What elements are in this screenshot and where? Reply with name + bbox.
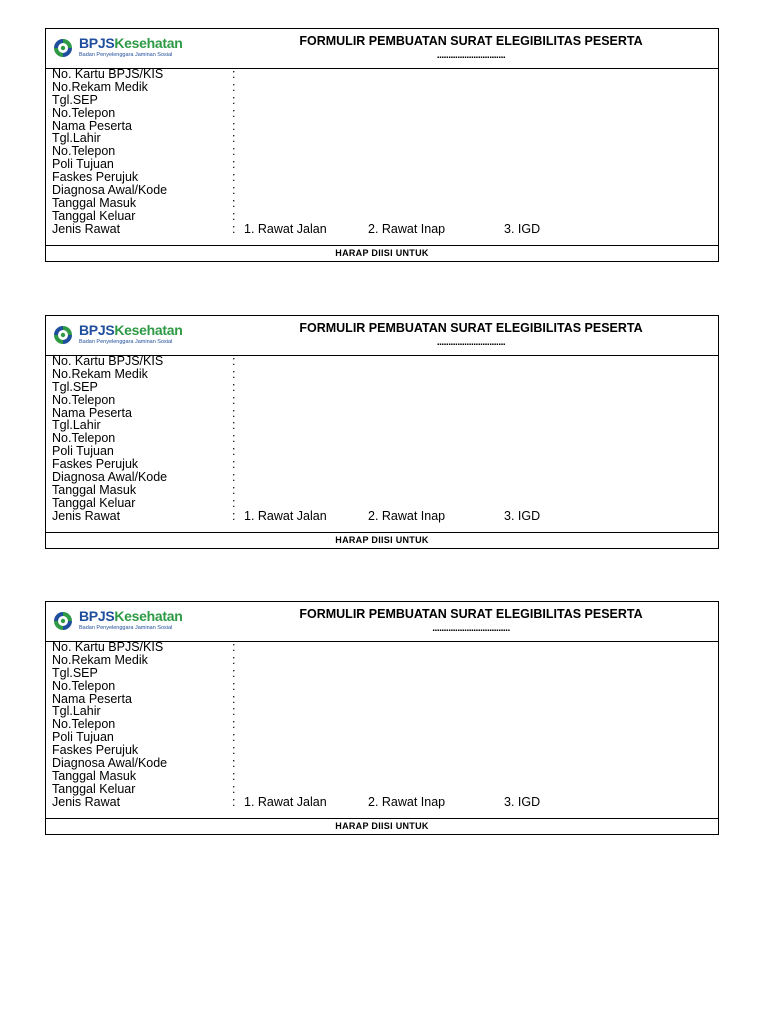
field-label: Tanggal Keluar [52,781,136,796]
field-label: No. Kartu BPJS/KIS [52,354,164,368]
field-row[interactable] [52,394,712,407]
field-label: Tgl.SEP [52,92,98,107]
form-title: FORMULIR PEMBUATAN SURAT ELEGIBILITAS PESERTA [299,607,643,621]
field-label: Tanggal Masuk [52,195,137,210]
field-row[interactable] [52,445,712,458]
field-row[interactable] [52,654,712,667]
field-label: No.Telepon [52,431,116,446]
field-colon: : [232,470,236,485]
logo-brand-kesehatan: Kesehatan [114,608,183,624]
field-colon: : [232,354,236,368]
field-colon: : [232,170,236,185]
field-colon: : [232,431,236,446]
form-title-dots[interactable]: .............................. [436,50,506,61]
logo-brand-kesehatan: Kesehatan [114,322,183,338]
field-colon: : [232,756,236,771]
form-footer: HARAP DIISI UNTUK [46,532,718,548]
form-title: FORMULIR PEMBUATAN SURAT ELEGIBILITAS PESERTA [299,34,643,48]
field-label: No. Kartu BPJS/KIS [52,640,164,654]
field-colon: : [232,781,236,796]
field-colon: : [232,418,236,433]
logo-brand-name [79,322,182,338]
jenis-rawat-label: Jenis Rawat [52,221,121,236]
field-row[interactable] [52,355,712,368]
logo-brand-bpjs: BPJS [79,35,115,51]
field-label: No.Telepon [52,392,116,407]
option-igd[interactable]: 3. IGD [504,508,541,523]
field-label: Nama Peserta [52,405,132,420]
eligibility-form [45,601,719,835]
logo-brand-name [79,608,182,624]
field-colon: : [232,144,236,159]
field-label: Faskes Perujuk [52,743,139,758]
field-row[interactable] [52,197,712,210]
form-title-dots[interactable]: .............................. [436,337,506,348]
field-label: Tanggal Masuk [52,768,137,783]
field-label: Faskes Perujuk [52,457,139,472]
field-colon: : [232,118,236,133]
option-rawat-inap[interactable]: 2. Rawat Inap [368,221,446,236]
field-colon: : [232,678,236,693]
field-row[interactable] [52,667,712,680]
jenis-rawat-row [52,796,712,809]
field-colon: : [232,704,236,719]
field-colon: : [232,691,236,706]
field-label: No.Telepon [52,105,116,120]
field-row[interactable] [52,432,712,445]
field-list [52,641,712,809]
field-row[interactable] [52,81,712,94]
field-colon: : [232,482,236,497]
field-label: Diagnosa Awal/Kode [52,183,168,198]
eligibility-form [45,315,719,549]
field-colon: : [232,717,236,732]
option-igd[interactable]: 3. IGD [504,794,541,809]
field-label: No.Telepon [52,678,116,693]
field-label: Nama Peserta [52,118,132,133]
option-rawat-inap[interactable]: 2. Rawat Inap [368,508,446,523]
field-label: No. Kartu BPJS/KIS [52,67,164,81]
field-label: Tanggal Keluar [52,208,136,223]
option-rawat-jalan[interactable]: 1. Rawat Jalan [244,508,327,523]
field-colon: : [232,640,236,654]
field-colon: : [232,730,236,745]
field-row[interactable] [52,210,712,223]
field-colon: : [232,366,236,381]
field-colon: : [232,183,236,198]
option-igd[interactable]: 3. IGD [504,221,541,236]
field-label: Faskes Perujuk [52,170,139,185]
field-colon: : [232,379,236,394]
field-row[interactable] [52,419,712,432]
field-label: Poli Tujuan [52,444,114,459]
field-label: No.Rekam Medik [52,366,148,381]
field-label: No.Telepon [52,144,116,159]
jenis-rawat-row [52,510,712,523]
field-colon: : [232,508,236,523]
field-label: Tgl.Lahir [52,131,101,146]
field-colon: : [232,67,236,81]
field-row[interactable] [52,381,712,394]
field-row[interactable] [52,68,712,81]
field-row[interactable] [52,107,712,120]
form-footer: HARAP DIISI UNTUK [46,245,718,261]
field-list [52,68,712,236]
field-row[interactable] [52,705,712,718]
logo-brand-kesehatan: Kesehatan [114,35,183,51]
field-row[interactable] [52,693,712,706]
field-label: No.Rekam Medik [52,652,148,667]
form-title-dots[interactable]: .................................. [432,623,510,634]
field-row[interactable] [52,184,712,197]
field-list [52,355,712,523]
bpjs-logo [52,34,202,62]
field-label: Tgl.Lahir [52,704,101,719]
field-row[interactable] [52,497,712,510]
field-row[interactable] [52,783,712,796]
field-label: Tgl.SEP [52,665,98,680]
field-colon: : [232,457,236,472]
field-row[interactable] [52,158,712,171]
field-row[interactable] [52,641,712,654]
field-label: Nama Peserta [52,691,132,706]
field-label: Tgl.Lahir [52,418,101,433]
field-colon: : [232,195,236,210]
form-title: FORMULIR PEMBUATAN SURAT ELEGIBILITAS PESERTA [299,321,643,335]
bpjs-logo-icon [52,610,74,632]
logo-subtitle: Badan Penyelenggara Jaminan Sosial [79,52,173,58]
field-row[interactable] [52,731,712,744]
form-header [46,316,718,356]
field-colon: : [232,208,236,223]
logo-subtitle: Badan Penyelenggara Jaminan Sosial [79,625,173,631]
field-colon: : [232,652,236,667]
field-colon: : [232,495,236,510]
field-label: Poli Tujuan [52,157,114,172]
logo-brand-name [79,35,182,51]
field-label: Poli Tujuan [52,730,114,745]
bpjs-logo [52,321,202,349]
form-header [46,602,718,642]
field-label: Diagnosa Awal/Kode [52,756,168,771]
field-colon: : [232,79,236,94]
option-rawat-jalan[interactable]: 1. Rawat Jalan [244,221,327,236]
bpjs-logo-icon [52,324,74,346]
option-rawat-jalan[interactable]: 1. Rawat Jalan [244,794,327,809]
field-colon: : [232,105,236,120]
jenis-rawat-label: Jenis Rawat [52,508,121,523]
field-colon: : [232,743,236,758]
field-row[interactable] [52,484,712,497]
field-colon: : [232,131,236,146]
field-colon: : [232,768,236,783]
field-row[interactable] [52,368,712,381]
bpjs-logo-icon [52,37,74,59]
field-colon: : [232,665,236,680]
field-colon: : [232,392,236,407]
field-label: Tanggal Masuk [52,482,137,497]
field-label: No.Rekam Medik [52,79,148,94]
form-header [46,29,718,69]
field-row[interactable] [52,94,712,107]
field-row[interactable] [52,680,712,693]
option-rawat-inap[interactable]: 2. Rawat Inap [368,794,446,809]
field-row[interactable] [52,718,712,731]
field-colon: : [232,794,236,809]
logo-subtitle: Badan Penyelenggara Jaminan Sosial [79,339,173,345]
form-footer: HARAP DIISI UNTUK [46,818,718,834]
field-colon: : [232,405,236,420]
jenis-rawat-row [52,223,712,236]
field-row[interactable] [52,407,712,420]
logo-brand-bpjs: BPJS [79,322,115,338]
field-row[interactable] [52,120,712,133]
field-colon: : [232,157,236,172]
bpjs-logo [52,607,202,635]
field-label: Diagnosa Awal/Kode [52,470,168,485]
field-label: No.Telepon [52,717,116,732]
field-colon: : [232,444,236,459]
logo-brand-bpjs: BPJS [79,608,115,624]
field-label: Tgl.SEP [52,379,98,394]
field-label: Tanggal Keluar [52,495,136,510]
field-row[interactable] [52,471,712,484]
field-row[interactable] [52,770,712,783]
eligibility-form [45,28,719,262]
jenis-rawat-label: Jenis Rawat [52,794,121,809]
field-row[interactable] [52,145,712,158]
field-colon: : [232,221,236,236]
field-row[interactable] [52,757,712,770]
field-colon: : [232,92,236,107]
field-row[interactable] [52,132,712,145]
